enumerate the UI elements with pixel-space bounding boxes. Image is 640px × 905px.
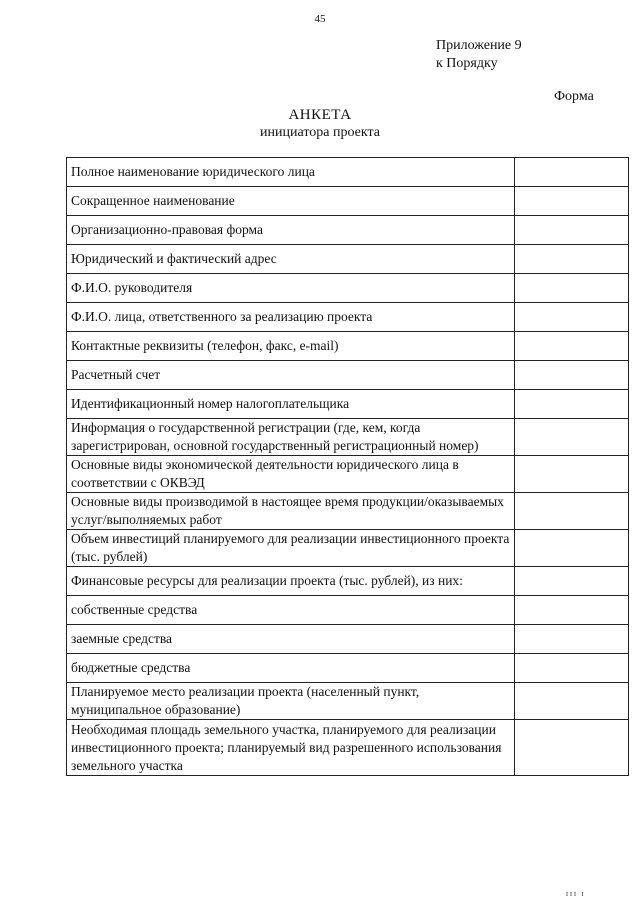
table-row — [67, 216, 629, 245]
row-value-cell[interactable] — [515, 530, 629, 567]
table-row — [67, 654, 629, 683]
row-label: Контактные реквизиты (телефон, факс, e-mail) — [67, 332, 515, 361]
row-label: Ф.И.О. руководителя — [67, 274, 515, 303]
table-row — [67, 493, 629, 530]
row-value-cell[interactable] — [515, 654, 629, 683]
row-value-cell[interactable] — [515, 332, 629, 361]
row-label: Сокращенное наименование — [67, 187, 515, 216]
row-value-cell[interactable] — [515, 456, 629, 493]
row-label: Ф.И.О. лица, ответственного за реализацию проекта — [67, 303, 515, 332]
row-label: Расчетный счет — [67, 361, 515, 390]
row-label: Необходимая площадь земельного участка, планируемого для реализации инвестиционного проекта; планируемый вид разрешенного использования земельного участка — [67, 720, 515, 776]
row-value-cell[interactable] — [515, 596, 629, 625]
page-number: 45 — [314, 13, 326, 25]
appendix-line-1: Приложение 9 — [436, 38, 522, 53]
row-value-cell[interactable] — [515, 625, 629, 654]
row-value-cell[interactable] — [515, 274, 629, 303]
row-label: Планируемое место реализации проекта (населенный пункт, муниципальное образование) — [67, 683, 515, 720]
row-label: Идентификационный номер налогоплательщика — [67, 390, 515, 419]
table-row — [67, 683, 629, 720]
row-value-cell[interactable] — [515, 390, 629, 419]
row-value-cell[interactable] — [515, 216, 629, 245]
table-row — [67, 332, 629, 361]
table-row — [67, 361, 629, 390]
table-row — [67, 187, 629, 216]
row-label: Юридический и фактический адрес — [67, 245, 515, 274]
row-label: Информация о государственной регистрации (где, кем, когда зарегистрирован, основной государственный регистрационный номер) — [67, 419, 515, 456]
row-label: Основные виды экономической деятельности юридического лица в соответствии с ОКВЭД — [67, 456, 515, 493]
scan-mark: III I — [566, 892, 586, 898]
row-label: собственные средства — [67, 596, 515, 625]
table-row — [67, 419, 629, 456]
table-row — [67, 303, 629, 332]
row-label: Финансовые ресурсы для реализации проекта (тыс. рублей), из них: — [67, 567, 515, 596]
row-value-cell[interactable] — [515, 683, 629, 720]
row-value-cell[interactable] — [515, 187, 629, 216]
row-value-cell[interactable] — [515, 158, 629, 187]
table-row — [67, 456, 629, 493]
table-row — [67, 720, 629, 776]
table-row — [67, 245, 629, 274]
appendix-line-2: к Порядку — [436, 56, 498, 71]
row-label: Полное наименование юридического лица — [67, 158, 515, 187]
table-row — [67, 596, 629, 625]
form-label: Форма — [554, 89, 594, 104]
row-value-cell[interactable] — [515, 361, 629, 390]
row-value-cell[interactable] — [515, 419, 629, 456]
row-value-cell[interactable] — [515, 245, 629, 274]
row-value-cell[interactable] — [515, 720, 629, 776]
row-label: Основные виды производимой в настоящее время продукции/оказываемых услуг/выполняемых работ — [67, 493, 515, 530]
row-label: бюджетные средства — [67, 654, 515, 683]
table-row — [67, 390, 629, 419]
table-row — [67, 567, 629, 596]
row-label: заемные средства — [67, 625, 515, 654]
row-value-cell[interactable] — [515, 567, 629, 596]
document-subtitle: инициатора проекта — [260, 125, 380, 140]
questionnaire-table — [66, 157, 629, 776]
table-row — [67, 158, 629, 187]
row-value-cell[interactable] — [515, 493, 629, 530]
table-row — [67, 274, 629, 303]
table-row — [67, 530, 629, 567]
appendix-reference — [436, 37, 522, 73]
row-label: Объем инвестиций планируемого для реализации инвестиционного проекта (тыс. рублей) — [67, 530, 515, 567]
table-row — [67, 625, 629, 654]
document-title: АНКЕТА — [288, 107, 352, 123]
row-label: Организационно-правовая форма — [67, 216, 515, 245]
row-value-cell[interactable] — [515, 303, 629, 332]
